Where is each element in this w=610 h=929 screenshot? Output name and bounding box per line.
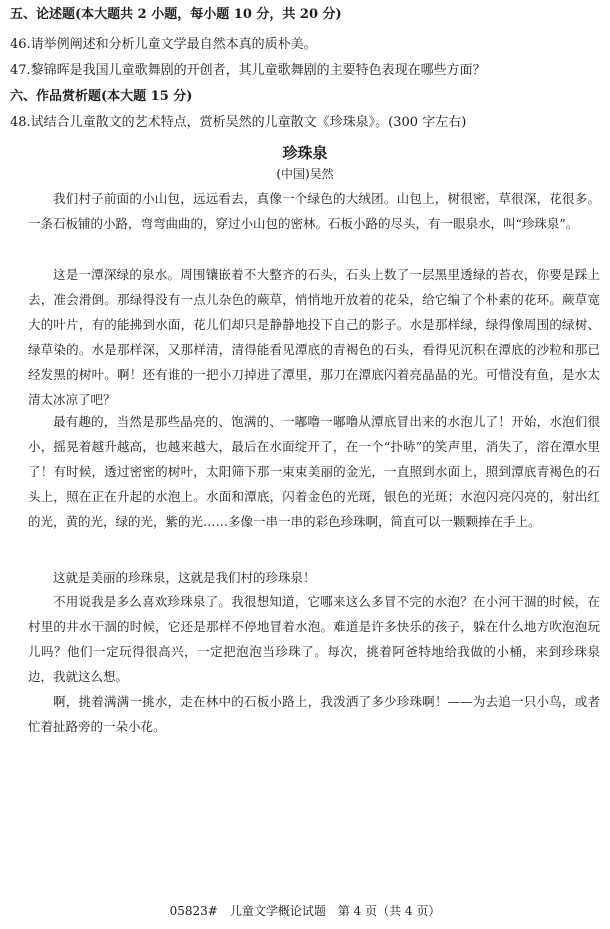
essay-paragraph: 不用说我是多么喜欢珍珠泉了。我很想知道，它哪来这么多冒不完的水泡？在小河干涸的时候，在村里的井水干涸的时候，它还是那样不停地冒着水泡。难道是许多快乐的孩子，躲在什么地方吹泡泡玩儿吗？他们一定玩得很高兴，一定把泡泡当珍珠了。每次，挑着阿爸特地给我做的小桶，来到珍珠泉边，我就这么想。 (28, 594, 600, 684)
question-48: 48.试结合儿童散文的艺术特点，赏析吴然的儿童散文《珍珠泉》。(300 字左右) (10, 115, 467, 130)
question-47: 47.黎锦晖是我国儿童歌舞剧的开创者，其儿童歌舞剧的主要特色表现在哪些方面？ (10, 63, 486, 78)
essay-paragraph: 我们村子前面的小山包，远远看去，真像一个绿色的大绒团。山包上，树很密，草很深，花很多。一条石板铺的小路，弯弯曲曲的，穿过小山包的密林。石板小路的尽头，有一眼泉水，叫“珍珠泉”。 (28, 191, 600, 231)
essay-paragraph: 最有趣的，当然是那些晶亮的、饱满的、一嘟噜一嘟噜从潭底冒出来的水泡儿了！开始，水泡们很小，摇晃着越升越高，也越来越大，最后在水面绽开了，在一个“扑哧”的笑声里，消失了，溶在潭水里了！有时候，透过密密的树叶，太阳筛下那一束束美丽的金光，一直照到水面上，照到潭底青褐色的石头上，照在正在升起的水泡上。水面和潭底，闪着金色的光斑，银色的光斑；水泡闪亮闪亮的，射出红的光，黄的光，绿的光，紫的光……多像一串一串的彩色珍珠啊，简直可以一颗颗捧在手上。 (28, 414, 600, 529)
section-6-heading: 六、作品赏析题(本大题 15 分) (10, 89, 193, 104)
page-footer: 05823# 儿童文学概论试题 第 4 页（共 4 页） (169, 904, 441, 918)
essay-title: 珍珠泉 (282, 144, 328, 162)
question-46: 46.请举例阐述和分析儿童文学最自然本真的质朴美。 (10, 37, 317, 52)
essay-author: (中国)吴然 (276, 167, 334, 181)
section-5-heading: 五、论述题(本大题共 2 小题，每小题 10 分，共 20 分) (10, 7, 342, 22)
essay-paragraph: 这是一潭深绿的泉水。周围镶嵌着不大整齐的石头，石头上数了一层黑里透绿的苔衣，你要是踩上去，准会滑倒。那绿得没有一点儿杂色的蕨草，悄悄地开放着的花朵，给它编了个朴素的花环。蕨草宽大的叶片，有的能拂到水面，花儿们却只是静静地投下自己的影子。水是那样绿，绿得像周围的绿树、绿草染的。水是那样深，又那样清，清得能看见潭底的青褐色的石头，看得见沉积在潭底的沙粒和那已经发黑的树叶。啊！还有谁的一把小刀掉进了潭里，那刀在潭底闪着亮晶晶的光。可惜没有鱼，是水太清太冰凉了吧？ (28, 267, 600, 407)
essay-paragraph: 这就是美丽的珍珠泉，这就是我们村的珍珠泉！ (53, 570, 316, 585)
essay-paragraph: 啊，挑着满满一挑水，走在林中的石板小路上，我泼洒了多少珍珠啊！——为去追一只小鸟，或者忙着扯路旁的一朵小花。 (28, 694, 600, 734)
